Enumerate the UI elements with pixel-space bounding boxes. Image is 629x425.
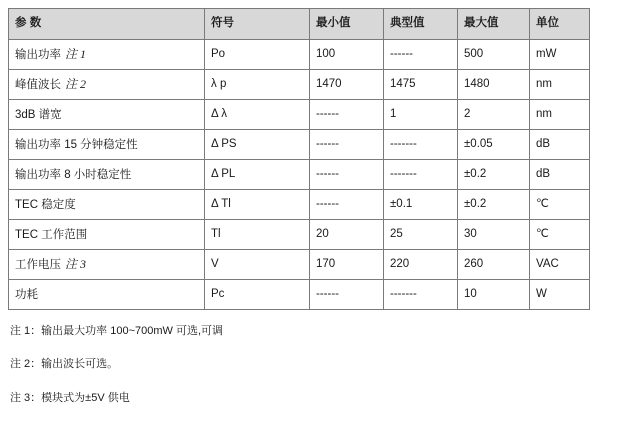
cell-param — [9, 160, 205, 190]
footnote-2: 注 2：输出波长可选。 — [10, 358, 119, 371]
param-label: TEC 稳定度 — [15, 198, 76, 211]
column-header-max: 最大值 — [458, 9, 530, 40]
table-header-row — [9, 9, 590, 40]
cell-typ: 1 — [384, 100, 458, 130]
footnote-1: 注 1：输出最大功率 100~700mW 可选,可调 — [10, 325, 224, 337]
cell-param — [9, 100, 205, 130]
cell-min: ------ — [310, 160, 384, 190]
param-label: 峰值波长 — [15, 78, 61, 91]
cell-symbol: Δ λ — [205, 100, 310, 130]
cell-param — [9, 250, 205, 280]
cell-symbol: Δ Tl — [205, 190, 310, 220]
cell-min: ------ — [310, 280, 384, 310]
table-row — [9, 190, 590, 220]
table-body — [9, 40, 590, 310]
cell-max: ±0.2 — [458, 160, 530, 190]
param-note-ref — [138, 137, 142, 151]
cell-param — [9, 280, 205, 310]
cell-min: 20 — [310, 220, 384, 250]
cell-min: ------ — [310, 130, 384, 160]
cell-symbol: Po — [205, 40, 310, 70]
param-label: 工作电压 — [15, 258, 61, 271]
cell-typ: 1475 — [384, 70, 458, 100]
table-row — [9, 280, 590, 310]
cell-typ: 25 — [384, 220, 458, 250]
cell-unit: ℃ — [530, 190, 590, 220]
cell-max: 30 — [458, 220, 530, 250]
cell-unit: VAC — [530, 250, 590, 280]
cell-typ: ------- — [384, 280, 458, 310]
cell-max: 1480 — [458, 70, 530, 100]
cell-typ: ------- — [384, 130, 458, 160]
cell-typ: ------ — [384, 40, 458, 70]
cell-unit: mW — [530, 40, 590, 70]
param-label: 输出功率 8 小时稳定性 — [15, 168, 132, 181]
table-row — [9, 160, 590, 190]
cell-max: 260 — [458, 250, 530, 280]
cell-max: 10 — [458, 280, 530, 310]
cell-typ: 220 — [384, 250, 458, 280]
table-row — [9, 40, 590, 70]
column-header-param: 参 数 — [9, 9, 205, 40]
cell-unit: W — [530, 280, 590, 310]
spec-sheet-page — [0, 8, 629, 425]
cell-symbol: Δ PL — [205, 160, 310, 190]
param-label: 3dB 谱宽 — [15, 108, 62, 121]
footnote-3: 注 3：模块式为±5V 供电 — [10, 391, 130, 404]
cell-param — [9, 190, 205, 220]
table-row — [9, 70, 590, 100]
param-note-ref — [131, 167, 135, 181]
cell-param — [9, 70, 205, 100]
param-label: 功耗 — [15, 288, 38, 301]
cell-typ: ±0.1 — [384, 190, 458, 220]
param-note-ref — [62, 107, 66, 121]
param-label: 输出功率 — [15, 48, 61, 61]
cell-param — [9, 130, 205, 160]
cell-unit: nm — [530, 100, 590, 130]
cell-unit: dB — [530, 160, 590, 190]
cell-min: ------ — [310, 100, 384, 130]
param-note-ref: 注 2 — [65, 76, 87, 91]
param-label: TEC 工作范围 — [15, 228, 88, 241]
column-header-symbol: 符号 — [205, 9, 310, 40]
table-row — [9, 130, 590, 160]
cell-symbol: Δ PS — [205, 130, 310, 160]
cell-symbol: λ p — [205, 70, 310, 100]
cell-typ: ------- — [384, 160, 458, 190]
table-row — [9, 100, 590, 130]
cell-max: ±0.05 — [458, 130, 530, 160]
cell-unit: ℃ — [530, 220, 590, 250]
table-row — [9, 220, 590, 250]
table-row — [9, 250, 590, 280]
column-header-min: 最小值 — [310, 9, 384, 40]
specification-table — [8, 8, 590, 310]
cell-param — [9, 40, 205, 70]
cell-unit: dB — [530, 130, 590, 160]
column-header-unit: 单位 — [530, 9, 590, 40]
footnotes — [10, 324, 629, 405]
param-note-ref: 注 3 — [65, 256, 87, 271]
param-label: 输出功率 15 分钟稳定性 — [15, 138, 138, 151]
cell-min: 1470 — [310, 70, 384, 100]
cell-symbol: Pc — [205, 280, 310, 310]
column-header-typ: 典型值 — [384, 9, 458, 40]
cell-min: ------ — [310, 190, 384, 220]
cell-min: 170 — [310, 250, 384, 280]
cell-symbol: V — [205, 250, 310, 280]
param-note-ref — [38, 287, 42, 301]
param-note-ref — [87, 227, 91, 241]
cell-param — [9, 220, 205, 250]
param-note-ref — [76, 197, 80, 211]
cell-min: 100 — [310, 40, 384, 70]
cell-unit: nm — [530, 70, 590, 100]
cell-max: ±0.2 — [458, 190, 530, 220]
cell-max: 2 — [458, 100, 530, 130]
cell-max: 500 — [458, 40, 530, 70]
cell-symbol: Tl — [205, 220, 310, 250]
param-note-ref: 注 1 — [65, 46, 87, 61]
